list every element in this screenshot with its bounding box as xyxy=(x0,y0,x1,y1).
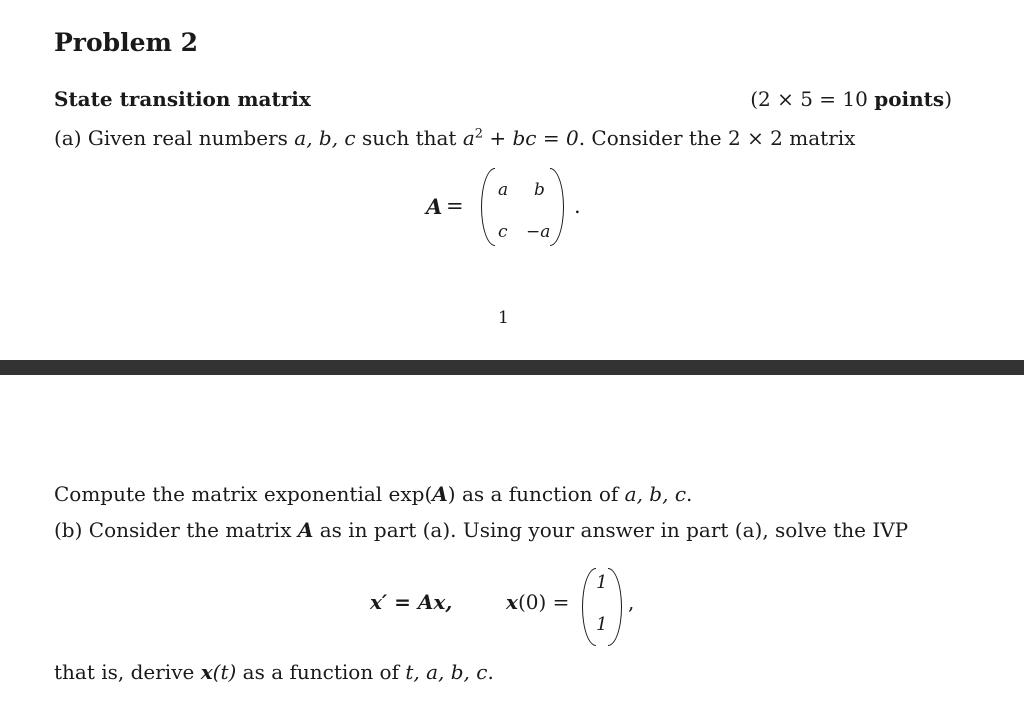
left-paren xyxy=(481,168,495,246)
ivp-x-symbol: x xyxy=(506,590,518,614)
compute-end: . xyxy=(686,482,693,506)
points-suffix: ) xyxy=(944,87,952,111)
derive-end: . xyxy=(487,660,494,684)
points-word: points xyxy=(874,87,945,111)
derive-x-symbol: x xyxy=(200,660,213,684)
compute-exponential-line xyxy=(54,482,692,506)
compute-text-2: ) as a function of xyxy=(447,482,625,506)
vector-right-paren xyxy=(608,568,622,646)
matrix-label: A xyxy=(426,194,443,219)
right-paren xyxy=(550,168,564,246)
ivp-system: x′ = Ax, xyxy=(370,590,453,614)
ivp-comma: , xyxy=(628,590,635,614)
compute-vars: a, b, c xyxy=(624,482,687,506)
matrix-cell-11: a xyxy=(498,180,509,200)
points-prefix: (2 × 5 = 10 xyxy=(750,87,875,111)
derive-text-3: as a function of xyxy=(236,660,406,684)
part-b-text-1: (b) Consider the matrix xyxy=(54,518,298,542)
part-a-text-3: . Consider the 2 × 2 matrix xyxy=(578,126,856,150)
matrix-equals: = xyxy=(446,194,464,218)
matrix-cell-22: −a xyxy=(526,222,551,242)
vector-entry-2: 1 xyxy=(596,614,608,635)
problem-title: Problem 2 xyxy=(54,28,199,57)
ivp-initial-condition xyxy=(506,590,569,614)
matrix-cell-12: b xyxy=(534,180,545,200)
compute-matrix-symbol: A xyxy=(432,482,448,506)
condition-exponent: 2 xyxy=(474,126,484,142)
vector-left-paren xyxy=(582,568,596,646)
part-b-text-2: as in part (a). Using your answer in part (a), solve the IVP xyxy=(313,518,909,542)
part-b-intro xyxy=(54,518,908,542)
matrix-cell-21: c xyxy=(498,222,508,242)
condition-rest: + bc = 0 xyxy=(483,126,579,150)
derive-vars: t, a, b, c xyxy=(405,660,488,684)
subsection-heading: State transition matrix xyxy=(54,87,311,111)
points-label xyxy=(750,87,952,111)
part-a-intro xyxy=(54,126,855,150)
condition-a: a xyxy=(462,126,475,150)
ivp-init-rest: (0) = xyxy=(517,590,570,614)
vector-entry-1: 1 xyxy=(596,572,608,593)
part-a-vars: a, b, c xyxy=(294,126,356,150)
page-number: 1 xyxy=(498,308,509,328)
derive-text-1: that is, derive xyxy=(54,660,201,684)
part-a-text-2: such that xyxy=(355,126,463,150)
matrix-period: . xyxy=(574,194,581,218)
part-b-matrix-symbol: A xyxy=(297,518,314,542)
part-a-text-1: (a) Given real numbers xyxy=(54,126,295,150)
compute-text-1: Compute the matrix exponential exp( xyxy=(54,482,433,506)
page-separator xyxy=(0,360,1024,375)
derive-line xyxy=(54,660,494,684)
derive-t: (t) xyxy=(212,660,237,684)
